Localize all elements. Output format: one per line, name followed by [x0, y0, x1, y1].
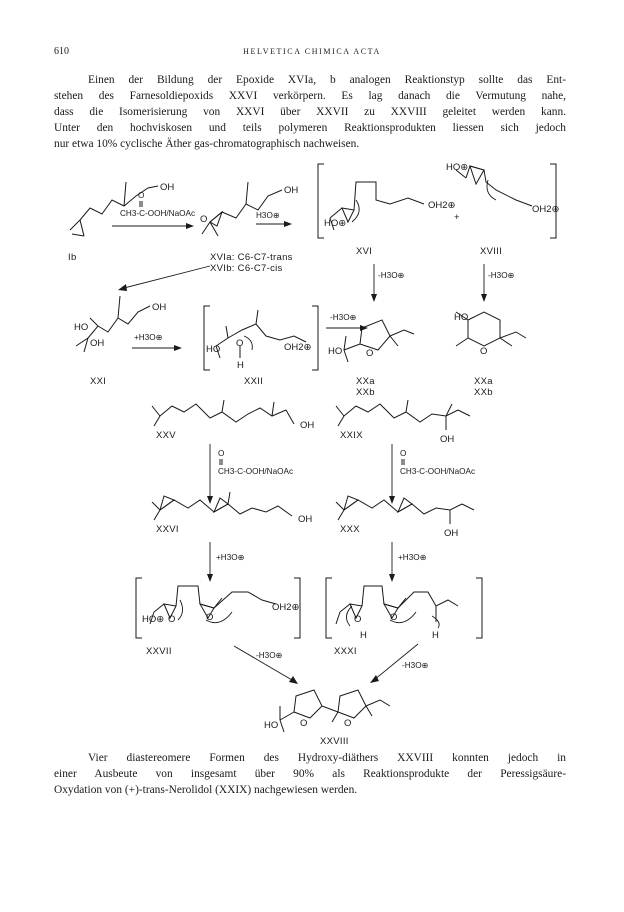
plus-sign: +	[454, 212, 460, 223]
hydroxyl-label: OH	[152, 302, 167, 313]
epoxide-oxygen: O	[200, 214, 208, 225]
ho-plus-label: HO⊕	[324, 218, 347, 229]
structure-xxvi	[152, 492, 292, 520]
compound-label-xxvii: XXVII	[146, 646, 172, 657]
hydroxyl-label: OH	[284, 185, 299, 196]
page-number: 610	[54, 46, 69, 57]
oh2-label: OH2⊕	[532, 204, 560, 215]
reagent-o: O	[218, 449, 225, 458]
hydroxyl-label: HO	[454, 312, 469, 323]
reagent-peracid: CH3-C-OOH/NaOAc	[120, 209, 196, 218]
compound-label-xxvi: XXVI	[156, 524, 179, 535]
oxygen-label: O	[206, 612, 214, 623]
compound-label-xxa: XXa	[474, 376, 493, 387]
text-line: stehen des Farnesoldiepoxids XXVI verkörpern. Es lag danach die Vermutung nahe,	[54, 89, 566, 102]
reagent-plus-h3o: +H3O⊕	[134, 333, 163, 342]
compound-label-xxix: XXIX	[340, 430, 363, 441]
oxygen-label: O	[344, 718, 352, 729]
closing-paragraph	[54, 751, 566, 799]
compound-label-xvib: XVIb: C6-C7-cis	[210, 263, 283, 274]
page-header	[54, 46, 570, 60]
reagent-h3o: H3O⊕	[256, 211, 280, 220]
oh2-label: OH2⊕	[428, 200, 456, 211]
reaction-scheme	[60, 160, 560, 745]
text-line: nur etwa 10% cyclische Äther gas-chromatographisch nachweisen.	[54, 137, 360, 150]
text-line: Einen der Bildung der Epoxide XVIa, b analogen Reaktionstyp sollte das Ent-	[88, 74, 566, 86]
ho-plus-label: HO⊕	[142, 614, 165, 625]
hydroxyl-label: OH	[90, 338, 105, 349]
oxygen-label: O	[168, 614, 176, 625]
compound-label-xxii: XXII	[244, 376, 264, 387]
structure-xxx	[336, 496, 474, 524]
text-line: Oxydation von (+)-trans-Nerolidol (XXIX) nachgewiesen werden.	[54, 783, 358, 796]
hydroxyl-label: HO	[264, 720, 279, 731]
compound-label-xxxi: XXXI	[334, 646, 357, 657]
reagent-o: O	[138, 191, 145, 200]
reagent-minus-h3o: -H3O⊕	[256, 651, 283, 660]
hydroxyl-label: OH	[298, 514, 313, 525]
compound-label-xxa: XXa	[356, 376, 375, 387]
reagent-plus-h3o: +H3O⊕	[216, 553, 245, 562]
compound-label-xxv: XXV	[156, 430, 176, 441]
structure-xxv	[152, 400, 294, 426]
reagent-peracid: CH3-C-OOH/NaOAc	[218, 467, 294, 476]
reagent-peracid: CH3-C-OOH/NaOAc	[400, 467, 476, 476]
oh2-label: OH2⊕	[284, 342, 312, 353]
compound-label-xxi: XXI	[90, 376, 107, 387]
structure-xxa-thf	[344, 320, 414, 362]
oxygen-label: O	[300, 718, 308, 729]
oxygen-label: O	[366, 348, 374, 359]
compound-label-xxb: XXb	[356, 387, 375, 398]
hydrogen-label: H	[237, 360, 244, 371]
compound-label-xvia: XVIa: C6-C7-trans	[210, 252, 293, 263]
reagent-plus-h3o: +H3O⊕	[398, 553, 427, 562]
compound-label-ib: Ib	[68, 252, 77, 263]
structure-xxviii	[280, 690, 390, 732]
oh2-label: OH2⊕	[272, 602, 300, 613]
text-line: einer Ausbeute von insgesamt über 90% als Reaktionsprodukte der Peressigsäure-	[54, 767, 566, 780]
hydroxyl-label: OH	[160, 182, 175, 193]
oxygen-label: O	[236, 338, 244, 349]
oxygen-label: O	[480, 346, 488, 357]
compound-label-xxx: XXX	[340, 524, 360, 535]
compound-label-xxb: XXb	[474, 387, 493, 398]
text-line: Vier diastereomere Formen des Hydroxy-diäthers XXVIII konnten jedoch in	[88, 752, 566, 764]
hydroxyl-label: HO	[74, 322, 89, 333]
oxygen-label: O	[390, 612, 398, 623]
compound-label-xxviii: XXVIII	[320, 736, 349, 745]
intro-paragraph	[54, 73, 566, 153]
ho-plus-label: HO⊕	[446, 162, 469, 173]
journal-title: HELVETICA CHIMICA ACTA	[243, 47, 381, 56]
structure-xxix	[336, 400, 470, 430]
hydroxyl-label: OH	[444, 528, 459, 539]
reagent-minus-h3o: -H3O⊕	[330, 313, 357, 322]
hydroxyl-label: HO	[328, 346, 343, 357]
hydroxyl-label: OH	[440, 434, 455, 445]
hydroxyl-label: OH	[300, 420, 315, 431]
hydrogen-label: H	[360, 630, 367, 641]
reagent-minus-h3o: -H3O⊕	[378, 271, 405, 280]
text-line: dass die Isomerisierung von XXVI über XXVII zu XXVIII geleitet werden kann.	[54, 105, 566, 118]
hydrogen-label: H	[432, 630, 439, 641]
compound-label-xvi: XVI	[356, 246, 373, 257]
reagent-o: O	[400, 449, 407, 458]
hydroxyl-label: HO	[206, 344, 221, 355]
compound-label-xviii: XVIII	[480, 246, 503, 257]
reagent-minus-h3o: -H3O⊕	[488, 271, 515, 280]
reagent-minus-h3o: -H3O⊕	[402, 661, 429, 670]
structure-xvi-epoxide	[202, 182, 282, 236]
oxygen-label: O	[354, 614, 362, 625]
text-line: Unter den hochviskosen und teils polymeren Reaktionsprodukten liessen sich jedoch	[54, 121, 566, 134]
